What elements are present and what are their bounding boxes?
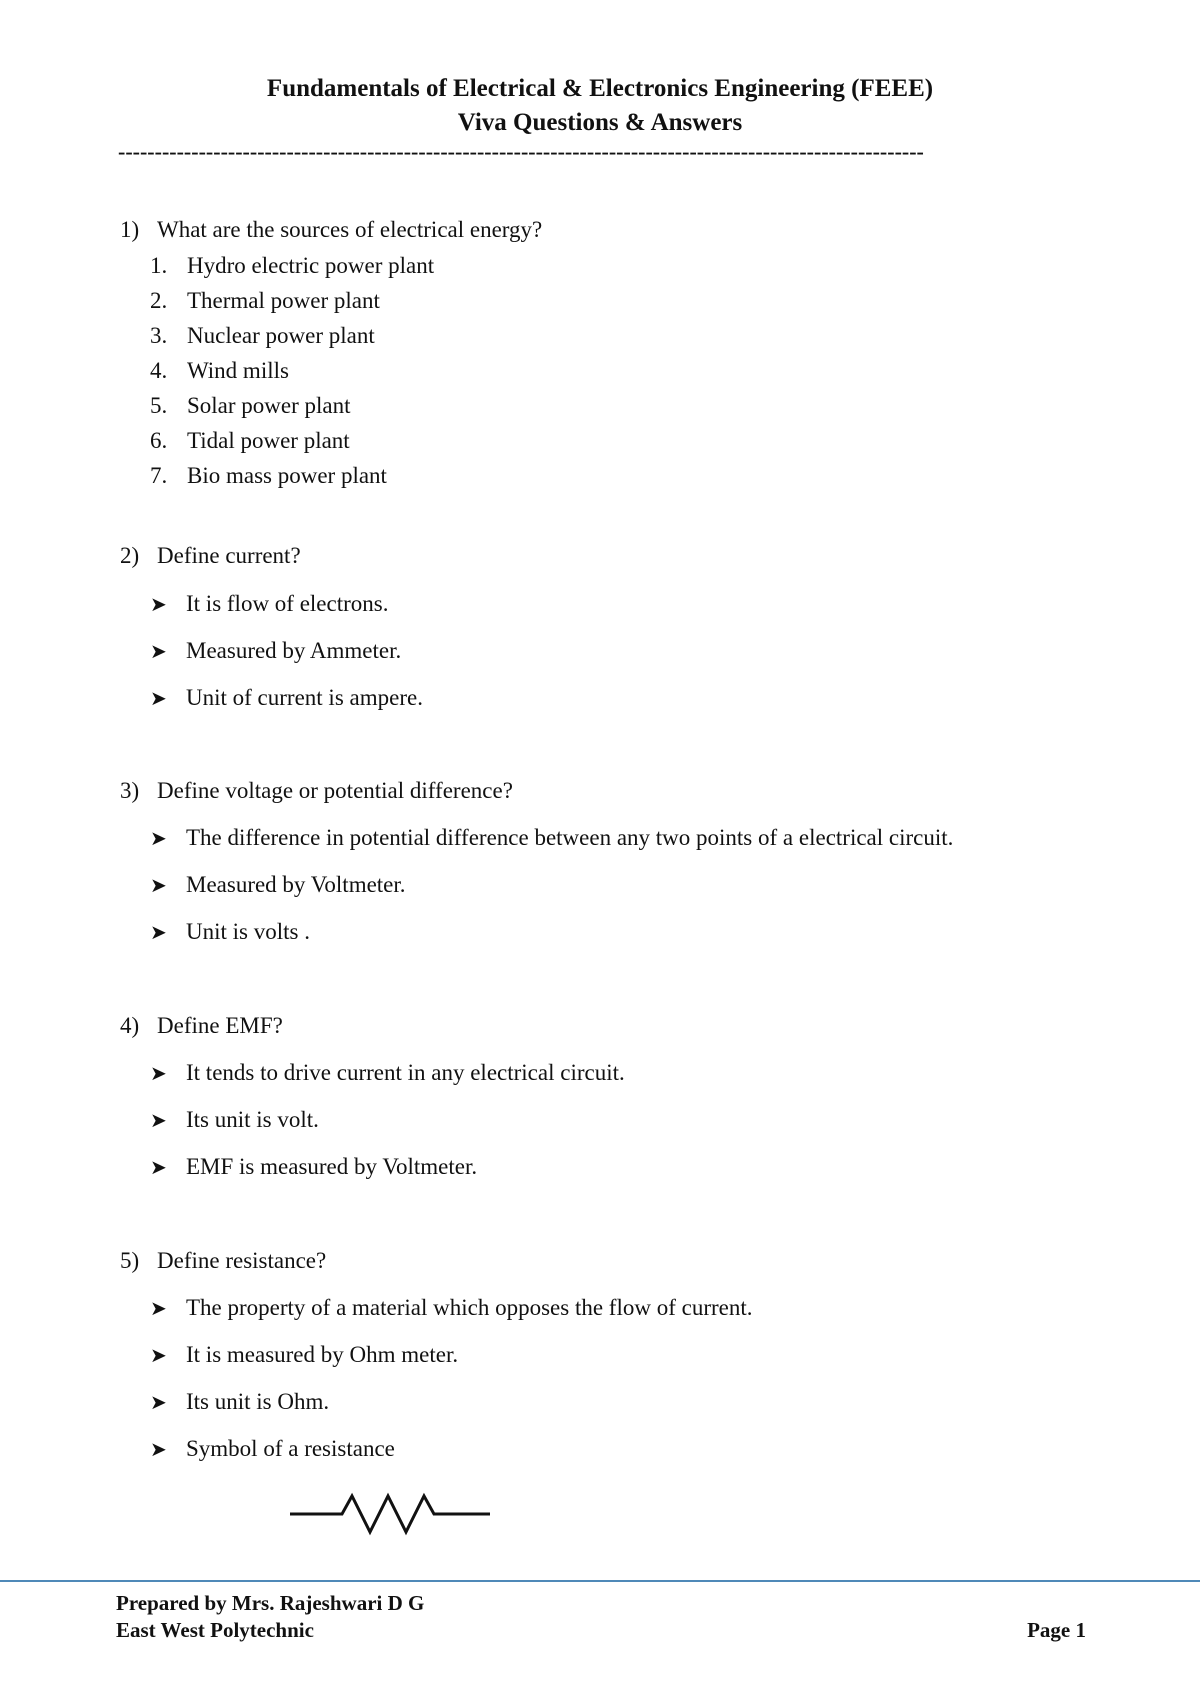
arrow-bullet-icon: ➤: [150, 1296, 167, 1320]
arrow-bullet-icon: ➤: [150, 686, 167, 710]
bullet-text: Symbol of a resistance: [186, 1436, 395, 1461]
bullet-text: Its unit is volt.: [186, 1107, 319, 1132]
bullet-text: Measured by Ammeter.: [186, 638, 402, 663]
bullet-text: Unit of current is ampere.: [186, 685, 423, 710]
question-number: 2): [120, 543, 140, 568]
bullet-text: Its unit is Ohm.: [186, 1389, 330, 1414]
bullet-item: [150, 871, 406, 899]
footer-rule: [0, 1580, 1200, 1582]
bullet-item: [150, 1388, 329, 1416]
question-1: [120, 216, 542, 244]
bullet-text: The difference in potential difference between any two points of a electrical circuit.: [186, 825, 954, 850]
list-number: 4.: [150, 358, 168, 383]
arrow-bullet-icon: ➤: [150, 639, 167, 663]
bullet-item: [150, 824, 953, 852]
bullet-item: [150, 1435, 395, 1463]
bullet-text: The property of a material which opposes the flow of current.: [186, 1295, 753, 1320]
arrow-bullet-icon: ➤: [150, 1061, 167, 1085]
arrow-bullet-icon: ➤: [150, 1343, 167, 1367]
bullet-item: [150, 1294, 753, 1322]
list-text: Bio mass power plant: [187, 463, 387, 488]
question-number: 3): [120, 778, 140, 803]
bullet-item: [150, 918, 310, 946]
question-3: [120, 777, 513, 805]
question-number: 4): [120, 1013, 140, 1038]
list-item: [150, 462, 387, 490]
arrow-bullet-icon: ➤: [150, 1108, 167, 1132]
arrow-bullet-icon: ➤: [150, 1390, 167, 1414]
arrow-bullet-icon: ➤: [150, 1155, 167, 1179]
bullet-item: [150, 1059, 625, 1087]
footer-institution: East West Polytechnic: [116, 1618, 314, 1642]
list-item: [150, 427, 350, 455]
list-item: [150, 357, 289, 385]
arrow-bullet-icon: ➤: [150, 826, 167, 850]
list-number: 2.: [150, 288, 168, 313]
arrow-bullet-icon: ➤: [150, 1437, 167, 1461]
question-text: Define EMF?: [157, 1013, 283, 1038]
list-text: Solar power plant: [187, 393, 351, 418]
question-2: [120, 542, 301, 570]
document-title: Fundamentals of Electrical & Electronics Engineering (FEEE): [266, 75, 934, 102]
question-text: Define voltage or potential difference?: [157, 778, 513, 803]
bullet-text: Measured by Voltmeter.: [186, 872, 406, 897]
list-item: [150, 392, 351, 420]
arrow-bullet-icon: ➤: [150, 920, 167, 944]
list-number: 5.: [150, 393, 168, 418]
list-text: Nuclear power plant: [187, 323, 375, 348]
list-number: 7.: [150, 463, 168, 488]
bullet-text: EMF is measured by Voltmeter.: [186, 1154, 478, 1179]
list-item: [150, 322, 375, 350]
arrow-bullet-icon: ➤: [150, 592, 167, 616]
question-text: Define current?: [157, 543, 301, 568]
list-text: Tidal power plant: [187, 428, 350, 453]
bullet-item: [150, 637, 401, 665]
header-dash-rule: --------------------------------------------------------------------------------------------------------------: [118, 140, 924, 164]
bullet-text: It is flow of electrons.: [186, 591, 389, 616]
bullet-item: [150, 684, 423, 712]
page-footer: [116, 1590, 1086, 1644]
list-number: 3.: [150, 323, 168, 348]
list-item: [150, 252, 434, 280]
bullet-text: It tends to drive current in any electrical circuit.: [186, 1060, 625, 1085]
document-subtitle: Viva Questions & Answers: [457, 109, 743, 136]
bullet-item: [150, 1341, 458, 1369]
footer-page-number: Page 1: [1027, 1618, 1086, 1642]
bullet-text: It is measured by Ohm meter.: [186, 1342, 459, 1367]
resistor-symbol-icon: [290, 1490, 500, 1540]
list-text: Thermal power plant: [187, 288, 380, 313]
list-text: Hydro electric power plant: [187, 253, 435, 278]
arrow-bullet-icon: ➤: [150, 873, 167, 897]
list-text: Wind mills: [187, 358, 289, 383]
question-number: 1): [120, 217, 140, 242]
question-4: [120, 1012, 283, 1040]
list-number: 6.: [150, 428, 168, 453]
question-text: What are the sources of electrical energy?: [157, 217, 543, 242]
question-5: [120, 1247, 326, 1275]
question-number: 5): [120, 1248, 140, 1273]
bullet-item: [150, 1153, 477, 1181]
list-number: 1.: [150, 253, 168, 278]
list-item: [150, 287, 380, 315]
bullet-item: [150, 1106, 319, 1134]
bullet-item: [150, 590, 388, 618]
question-text: Define resistance?: [157, 1248, 327, 1273]
footer-prepared-by: Prepared by Mrs. Rajeshwari D G: [116, 1591, 425, 1615]
bullet-text: Unit is volts .: [186, 919, 310, 944]
